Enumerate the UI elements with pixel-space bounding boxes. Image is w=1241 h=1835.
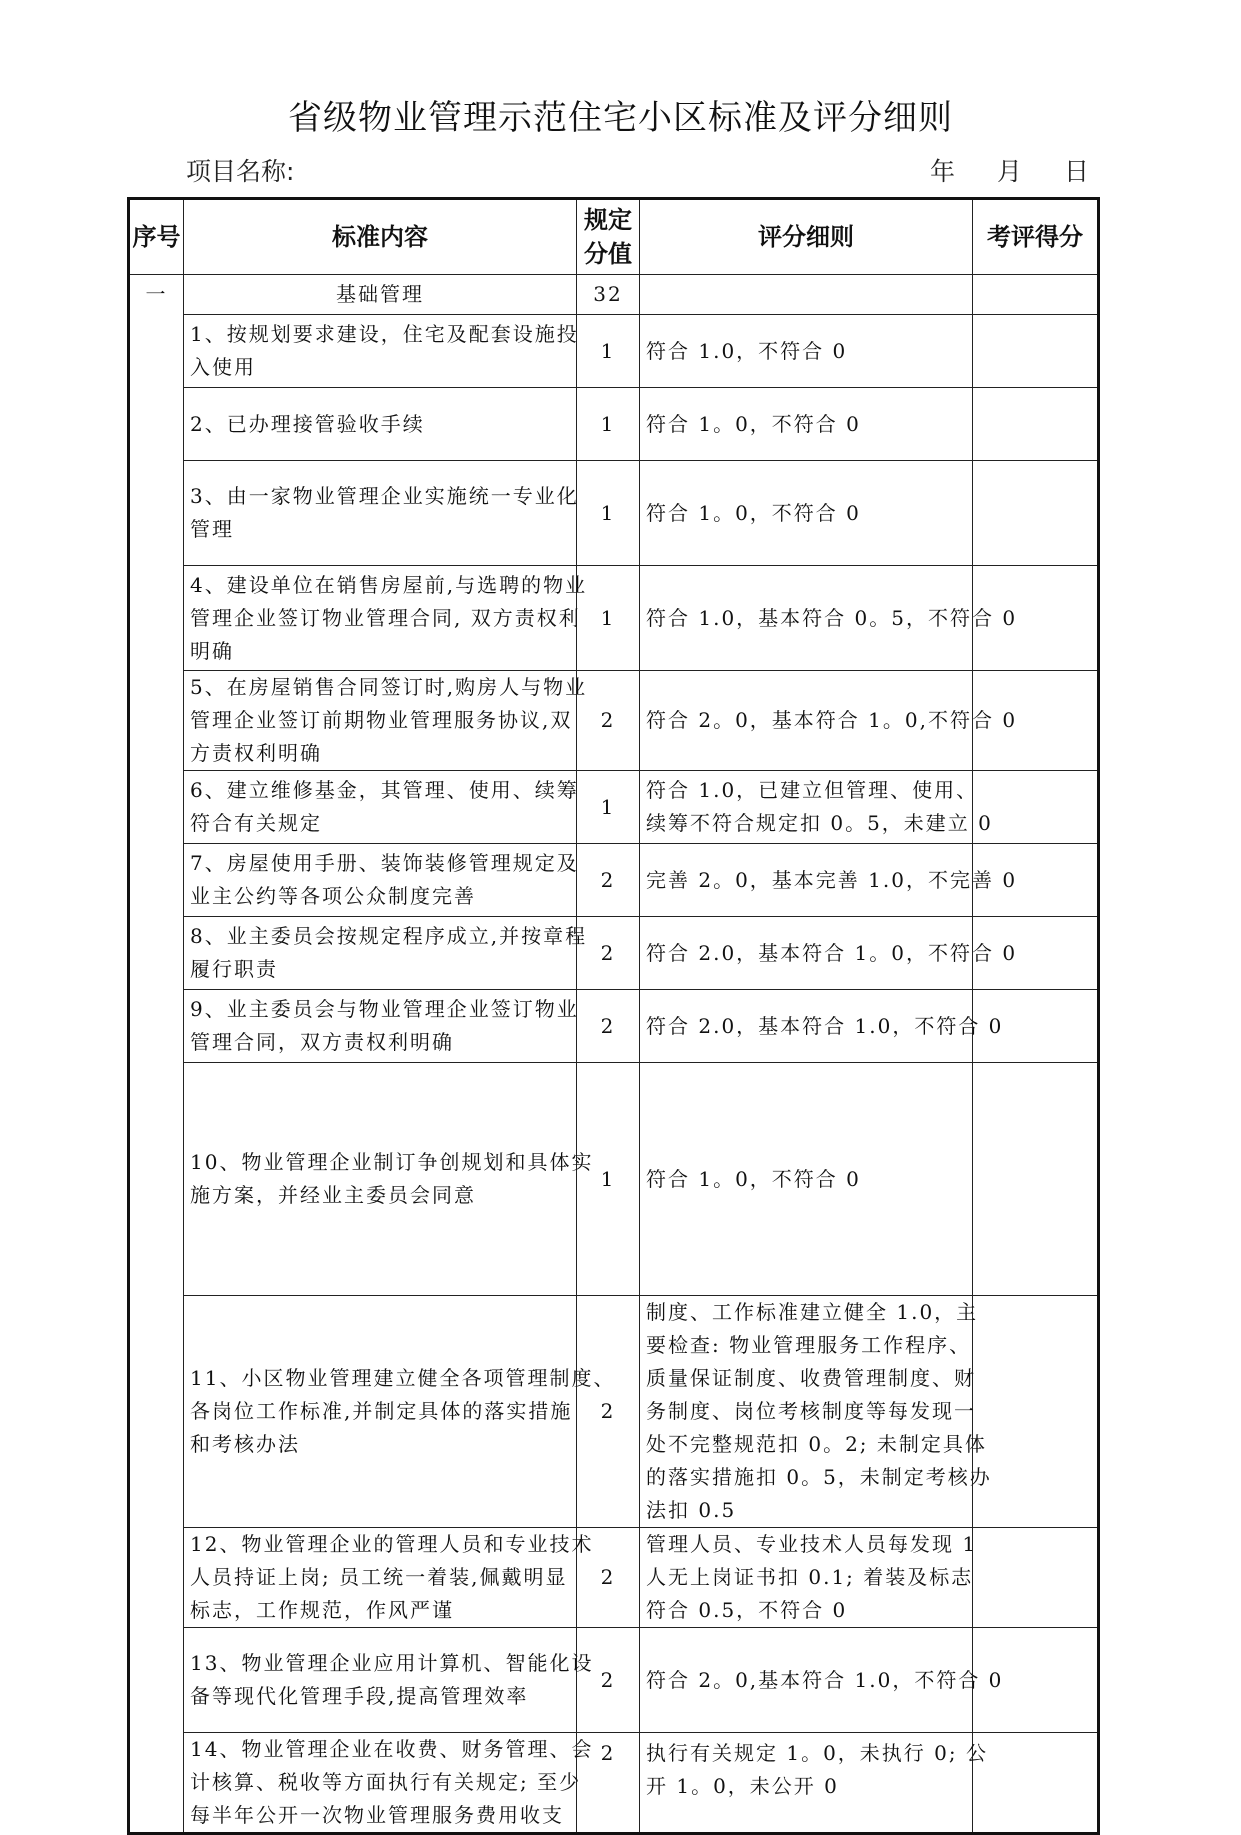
standard-content-cell (184, 566, 588, 671)
standard-content-cell (184, 388, 577, 461)
project-name-label: 项目名称: (186, 157, 295, 186)
score-cell: 2 (577, 1528, 640, 1628)
scoring-rule-cell (640, 1063, 973, 1296)
standard-content-cell (184, 461, 577, 566)
scoring-rule-line: 符合 1.0，不符合 0 (646, 338, 848, 363)
scoring-rule-line: 法扣 0.5 (646, 1498, 737, 1522)
scoring-rule-line: 符合 2.0，基本符合 1。0，不符合 0 (646, 940, 1018, 965)
standard-content-cell (184, 1628, 594, 1733)
score-cell: 1 (577, 1063, 640, 1296)
standard-content-cell (184, 1296, 616, 1528)
scoring-rule-line: 符合 2。0,基本符合 1.0，不符合 0 (646, 1667, 1004, 1692)
evaluation-score-cell[interactable] (973, 1528, 1099, 1628)
header-score-line1: 规定 (584, 206, 632, 234)
header-score-line2: 分值 (584, 240, 632, 268)
scoring-rule-cell (640, 771, 993, 844)
standard-content-line: 管理企业签订前期物业管理服务协议,双 (190, 708, 573, 732)
score-cell: 1 (577, 771, 640, 844)
evaluation-score-cell[interactable] (973, 1296, 1099, 1528)
scoring-rule-line: 处不完整规范扣 0。2; 未制定具体 (646, 1432, 987, 1456)
section-label: 基础管理 (184, 275, 577, 315)
standard-content-line: 人员持证上岗; 员工统一着装,佩戴明显 (190, 1565, 568, 1589)
scoring-rule-line: 续筹不符合规定扣 0。5，未建立 0 (646, 811, 993, 835)
scoring-rule-cell (640, 461, 973, 566)
scoring-table (127, 197, 1100, 1835)
standard-content-line: 履行职责 (190, 957, 278, 981)
standard-content-line: 业主公约等各项公众制度完善 (190, 884, 476, 908)
standard-content-line: 6、建立维修基金，其管理、使用、续筹 (190, 778, 579, 802)
table-row (129, 990, 1099, 1063)
header-eval: 考评得分 (973, 199, 1099, 275)
standard-content-line: 各岗位工作标准,并制定具体的落实措施 (190, 1399, 573, 1423)
table-row (129, 566, 1099, 671)
table-row (129, 1063, 1099, 1296)
score-cell: 2 (577, 1296, 640, 1528)
score-cell: 2 (577, 990, 640, 1063)
scoring-rule-line: 要检查: 物业管理服务工作程序、 (646, 1333, 972, 1357)
scoring-rule-cell (640, 844, 1018, 917)
scoring-rule-line: 制度、工作标准建立健全 1.0，主 (646, 1300, 979, 1324)
scoring-rule-line: 开 1。0，未公开 0 (646, 1774, 839, 1798)
standard-content-line: 明确 (190, 638, 234, 663)
standard-content-line: 管理企业签订物业管理合同, 双方责权利 (190, 605, 581, 630)
score-cell: 2 (577, 917, 640, 990)
section-row (129, 275, 1099, 315)
score-cell: 1 (577, 566, 640, 671)
standard-content-line: 11、小区物业管理建立健全各项管理制度、 (190, 1366, 616, 1390)
score-cell: 2 (577, 844, 640, 917)
scoring-rule-line: 执行有关规定 1。0，未执行 0; 公 (646, 1741, 988, 1765)
table-row (129, 1733, 1099, 1834)
standard-content-line: 2、已办理接管验收手续 (190, 411, 425, 436)
standard-content-line: 14、物业管理企业在收费、财务管理、会 (190, 1737, 594, 1761)
day-label: 日 (1064, 157, 1090, 186)
scoring-rule-line: 符合 1。0，不符合 0 (646, 411, 861, 436)
standard-content-line: 每半年公开一次物业管理服务费用收支 (190, 1803, 564, 1827)
table-row (129, 461, 1099, 566)
standard-content-line: 管理 (190, 517, 234, 541)
scoring-rule-line: 务制度、岗位考核制度等每发现一 (646, 1399, 976, 1423)
date-line (930, 152, 1089, 188)
standard-content-line: 1、按规划要求建设，住宅及配套设施投 (190, 322, 579, 346)
standard-content-line: 计核算、税收等方面执行有关规定; 至少 (190, 1770, 582, 1794)
scoring-rule-cell (640, 1733, 988, 1834)
standard-content-cell (184, 1733, 594, 1834)
month-label: 月 (997, 157, 1023, 186)
standard-content-cell (184, 990, 577, 1063)
table-row (129, 315, 1099, 388)
year-label: 年 (930, 157, 956, 186)
table-row (129, 917, 1099, 990)
standard-content-line: 12、物业管理企业的管理人员和专业技术 (190, 1532, 594, 1556)
scoring-rule-line: 完善 2。0，基本完善 1.0，不完善 0 (646, 867, 1018, 892)
evaluation-score-cell[interactable] (973, 1063, 1099, 1296)
evaluation-score-cell[interactable] (973, 461, 1099, 566)
scoring-rule-line: 人无上岗证书扣 0.1; 着装及标志 (646, 1565, 974, 1589)
evaluation-score-cell[interactable] (973, 1733, 1099, 1834)
score-cell: 2 (577, 1733, 640, 1834)
table-header-row (129, 199, 1099, 275)
scoring-rule-line: 质量保证制度、收费管理制度、财 (646, 1366, 976, 1390)
standard-content-line: 3、由一家物业管理企业实施统一专业化 (190, 484, 579, 508)
scoring-rule-line: 符合 1。0，不符合 0 (646, 500, 861, 525)
scoring-rule-line: 符合 0.5，不符合 0 (646, 1598, 848, 1622)
scoring-rule-line: 的落实措施扣 0。5，未制定考核办 (646, 1465, 992, 1489)
table-row (129, 1528, 1099, 1628)
standard-content-line: 4、建设单位在销售房屋前,与选聘的物业 (190, 572, 588, 597)
scoring-rule-line: 符合 1.0，已建立但管理、使用、 (646, 778, 979, 802)
score-cell: 2 (577, 1628, 640, 1733)
standard-content-cell (184, 1063, 594, 1296)
scoring-rule-cell (640, 1296, 992, 1528)
table-row (129, 771, 1099, 844)
standard-content-line: 5、在房屋销售合同签订时,购房人与物业 (190, 675, 588, 699)
table-row (129, 1628, 1099, 1733)
scoring-rule-line: 符合 1.0，基本符合 0。5，不符合 0 (646, 605, 1018, 630)
table-row (129, 1296, 1099, 1528)
section-score: 32 (577, 275, 640, 315)
section-number: 一 (129, 275, 184, 1834)
standard-content-line: 方责权利明确 (190, 741, 322, 765)
scoring-rule-cell (640, 388, 973, 461)
header-standard: 标准内容 (184, 199, 577, 275)
section-rule-cell (640, 275, 973, 315)
scoring-rule-line: 符合 2.0，基本符合 1.0，不符合 0 (646, 1013, 1004, 1038)
header-score (577, 199, 640, 275)
standard-content-line: 施方案，并经业主委员会同意 (190, 1183, 476, 1207)
standard-content-line: 符合有关规定 (190, 811, 322, 835)
evaluation-score-cell[interactable] (973, 388, 1099, 461)
header-rule: 评分细则 (640, 199, 973, 275)
standard-content-line: 8、业主委员会按规定程序成立,并按章程 (190, 924, 588, 948)
table-row (129, 388, 1099, 461)
scoring-rule-cell (640, 1628, 1004, 1733)
scoring-rule-cell (640, 1528, 978, 1628)
standard-content-line: 和考核办法 (190, 1432, 300, 1456)
standard-content-line: 备等现代化管理手段,提高管理效率 (190, 1684, 529, 1708)
scoring-rule-cell (640, 671, 1018, 771)
standard-content-line: 9、业主委员会与物业管理企业签订物业 (190, 997, 579, 1021)
standard-content-cell (184, 671, 588, 771)
scoring-rule-cell (640, 315, 973, 388)
standard-content-line: 管理合同，双方责权利明确 (190, 1030, 454, 1054)
scoring-rule-cell (640, 917, 1018, 990)
standard-content-line: 10、物业管理企业制订争创规划和具体实 (190, 1150, 594, 1174)
standard-content-line: 7、房屋使用手册、装饰装修管理规定及 (190, 851, 579, 875)
standard-content-cell (184, 917, 588, 990)
standard-content-cell (184, 1528, 594, 1628)
table-row (129, 671, 1099, 771)
score-cell: 1 (577, 461, 640, 566)
scoring-rule-line: 符合 2。0，基本符合 1。0,不符合 0 (646, 708, 1018, 732)
page-title: 省级物业管理示范住宅小区标准及评分细则 (288, 98, 953, 138)
header-no: 序号 (129, 199, 184, 275)
table-row (129, 844, 1099, 917)
scoring-rule-line: 管理人员、专业技术人员每发现 1 (646, 1532, 978, 1556)
score-cell: 2 (577, 671, 640, 771)
scoring-rule-line: 符合 1。0，不符合 0 (646, 1166, 861, 1191)
standard-content-cell (184, 844, 577, 917)
section-eval-cell[interactable] (973, 275, 1099, 315)
standard-content-cell (184, 771, 577, 844)
standard-content-cell (184, 315, 577, 388)
score-cell: 1 (577, 315, 640, 388)
scoring-rule-cell (640, 990, 1004, 1063)
standard-content-line: 标志，工作规范，作风严谨 (190, 1598, 454, 1622)
evaluation-score-cell[interactable] (973, 315, 1099, 388)
standard-content-line: 入使用 (190, 355, 256, 379)
scoring-rule-cell (640, 566, 1018, 671)
standard-content-line: 13、物业管理企业应用计算机、智能化设 (190, 1651, 594, 1675)
score-cell: 1 (577, 388, 640, 461)
